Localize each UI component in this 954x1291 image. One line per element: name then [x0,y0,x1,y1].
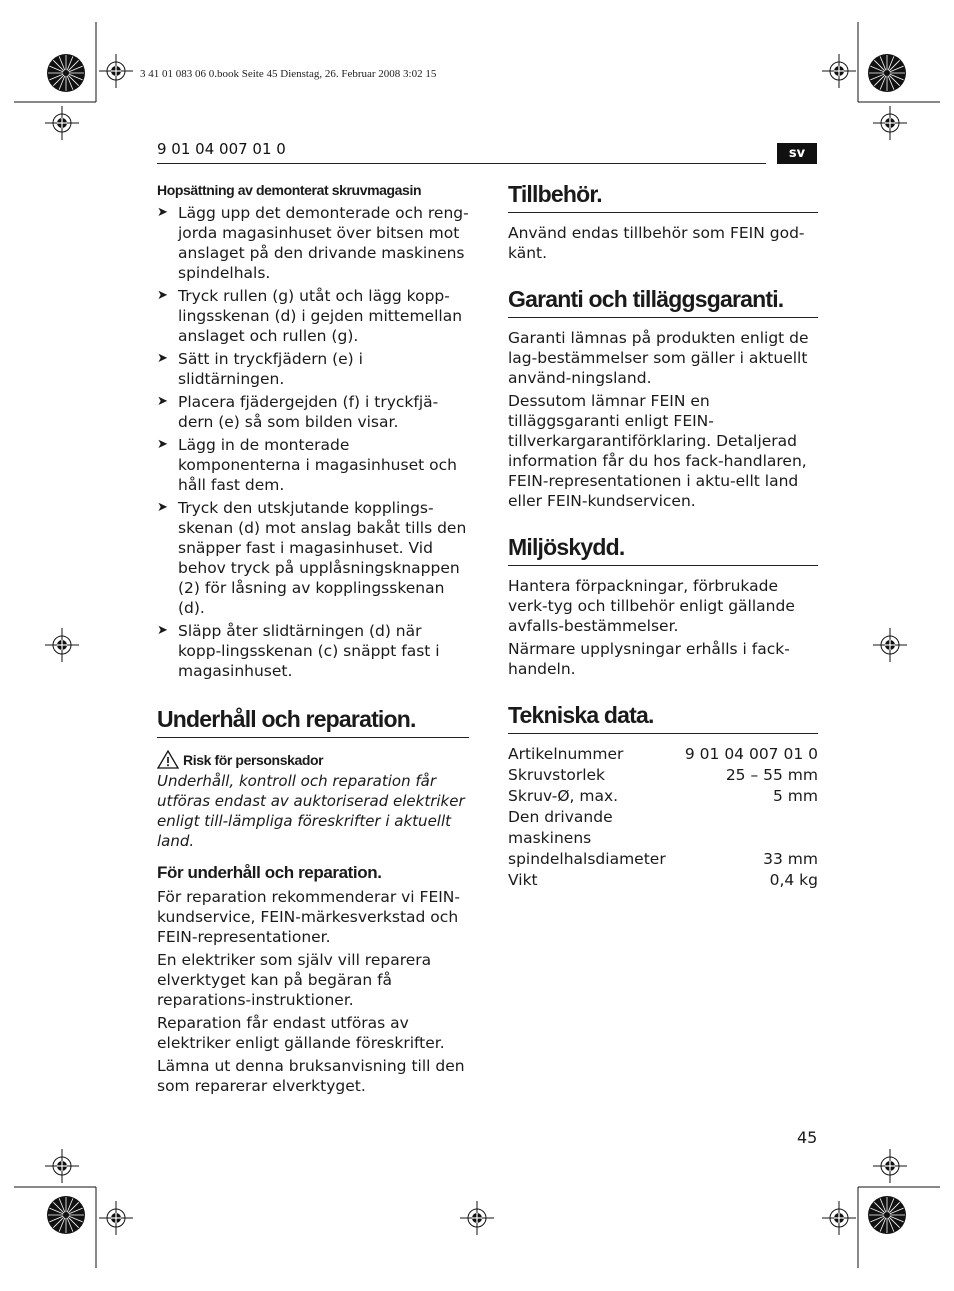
spec-label: Skruv-Ø, max. [508,787,619,805]
header-rule [157,163,766,164]
spec-label: Skruvstorlek [508,766,606,784]
spec-value: 0,4 kg [769,871,818,889]
list-item: ➤ Lägg in de monterade komponenterna i magasinhuset och håll fast dem. [157,436,457,494]
list-item: ➤ Släpp åter slidtärningen (d) när kopp-lingsskenan (c) snäppt fast i magasinhuset. [157,622,440,680]
spec-label: Artikelnummer [508,745,624,763]
spec-label: Vikt [508,871,538,889]
warranty-heading: Garanti och tilläggsgaranti. [508,285,818,318]
page-number: 45 [797,1128,818,1147]
list-item: ➤ Tryck rullen (g) utåt och lägg kopp-lingsskenan (d) i gejden mittemellan anslaget och rullen (g). [157,287,463,345]
table-row [508,807,818,870]
environment-paragraph: Närmare upplysningar erhålls i fack-handeln. [508,640,790,678]
accessories-text: Använd endas tillbehör som FEIN god-känt. [508,224,805,262]
spec-value: 5 mm [773,787,818,805]
spec-value: 25 – 55 mm [725,766,818,784]
arrow-bullet-icon: ➤ [157,394,168,409]
warning-block [157,750,469,769]
list-item: ➤ Tryck den utskjutande kopplings-skenan (d) mot anslag bakåt tills den snäpper fast i magasinhuset. Vid behov tryck på upplåsningsknappen (2) för låsning av kopplingsskenan (d). [157,499,467,617]
spec-value: 9 01 04 007 01 0 [684,745,818,763]
arrow-bullet-icon: ➤ [157,500,168,515]
language-badge: sv [777,143,817,164]
right-column [508,180,818,891]
arrow-bullet-icon: ➤ [157,205,168,220]
maintenance-subheading: För underhåll och reparation. [157,863,382,882]
maintenance-paragraph: Reparation får endast utföras av elektriker enligt gällande föreskrifter. [157,1014,445,1052]
warranty-paragraph: Garanti lämnas på produkten enligt de lag-bestämmelser som gäller i aktuellt använd-ningsland. [508,329,809,387]
list-item: ➤ Sätt in tryckfjädern (e) i slidtärningen. [157,350,363,388]
maintenance-paragraph: Lämna ut denna bruksanvisning till den som reparerar elverktyget. [157,1057,465,1095]
warning-triangle-icon [157,750,179,769]
tech-data-table [508,744,818,891]
print-slug: 3 41 01 083 06 0.book Seite 45 Dienstag, 26. Februar 2008 3:02 15 [140,68,437,80]
arrow-bullet-icon: ➤ [157,288,168,303]
table-row [508,786,818,807]
environment-paragraph: Hantera förpackningar, förbrukade verk-tyg och tillbehör enligt gällande avfalls-bestämmelser. [508,577,795,635]
warranty-paragraph: Dessutom lämnar FEIN en tilläggsgaranti enligt FEIN-tillverkargarantiförklaring. Detaljerad information får du hos fack-handlaren, FEIN-representationen i aktu-ellt land eller FEIN-kundservicen. [508,392,807,510]
document-number: 9 01 04 007 01 0 [157,140,286,158]
warning-text: Underhåll, kontroll och reparation får utföras endast av auktoriserad elektriker enligt till-lämpliga föreskrifter i aktuellt land. [157,772,465,850]
arrow-bullet-icon: ➤ [157,351,168,366]
spec-label: Den drivande maskinens spindelhalsdiameter [508,808,666,868]
tech-data-heading: Tekniska data. [508,701,818,734]
table-row [508,744,818,765]
list-item: ➤ Lägg upp det demonterade och reng-jorda magasinhuset över bitsen mot anslaget på den drivande maskinens spindelhals. [157,204,469,282]
arrow-bullet-icon: ➤ [157,623,168,638]
reassembly-heading: Hopsättning av demonterat skruvmagasin [157,182,422,198]
list-item: ➤ Placera fjädergejden (f) i tryckfjä-dern (e) så som bilden visar. [157,393,439,431]
spec-value: 33 mm [763,850,818,868]
reassembly-steps [157,203,469,681]
maintenance-paragraph: En elektriker som själv vill reparera elverktyget kan på begäran få reparations-instruktioner. [157,951,432,1009]
arrow-bullet-icon: ➤ [157,437,168,452]
table-row [508,765,818,786]
warning-title: Risk för personskador [183,751,324,768]
maintenance-paragraph: För reparation rekommenderar vi FEIN-kundservice, FEIN-märkesverkstad och FEIN-representationer. [157,888,460,946]
table-row [508,870,818,891]
maintenance-heading: Underhåll och reparation. [157,705,469,738]
environment-heading: Miljöskydd. [508,533,818,566]
left-column [157,180,469,1099]
accessories-heading: Tillbehör. [508,180,818,213]
